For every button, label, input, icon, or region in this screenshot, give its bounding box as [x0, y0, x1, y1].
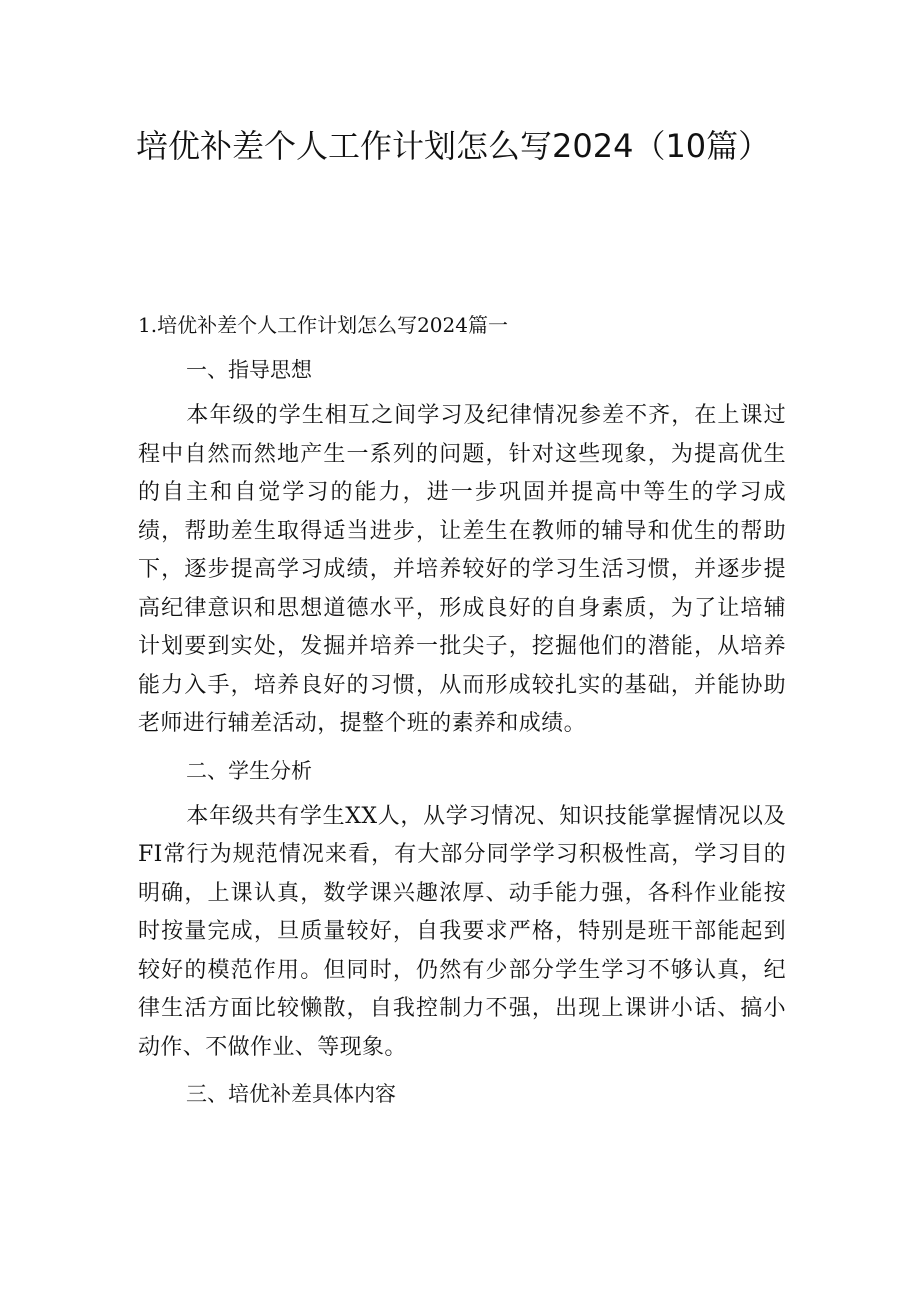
- heading-student-analysis: 二、学生分析: [186, 758, 312, 783]
- paragraph-guiding-ideology: 本年级的学生相互之间学习及纪律情况参差不齐，在上课过程中自然而然地产生一系列的问题，针对这些现象，为提高优生的自主和自觉学习的能力，进一步巩固并提高中等生的学习成绩，帮助差生取得适当进步，让差生在教师的辅导和优生的帮助下，逐步提高学习成绩，并培养较好的学习生活习惯，并逐步提高纪律意识和思想道德水平，形成良好的自身素质，为了让培辅计划要到实处，发掘并培养一批尖子，挖掘他们的潜能，从培养能力入手，培养良好的习惯，从而形成较扎实的基础，并能协助老师进行辅差活动，提整个班的素养和成绩。: [138, 403, 786, 736]
- document-title: 培优补差个人工作计划怎么写2024（10篇）: [136, 127, 771, 165]
- document-body: [138, 312, 786, 1121]
- section-title: 1.培优补差个人工作计划怎么写2024篇一: [138, 313, 508, 337]
- paragraph-student-analysis: 本年级共有学生XX人，从学习情况、知识技能掌握情况以及FI常行为规范情况来看，有大部分同学学习积极性高，学习目的明确，上课认真，数学课兴趣浓厚、动手能力强，各科作业能按时按量完成，旦质量较好，自我要求严格，特别是班干部能起到较好的模范作用。但同时，仍然有少部分学生学习不够认真，纪律生活方面比较懒散，自我控制力不强，出现上课讲小话、搞小动作、不做作业、等现象。: [138, 803, 786, 1060]
- heading-guiding-ideology: 一、指导思想: [186, 358, 312, 382]
- heading-specific-content: 三、培优补差具体内容: [186, 1082, 396, 1106]
